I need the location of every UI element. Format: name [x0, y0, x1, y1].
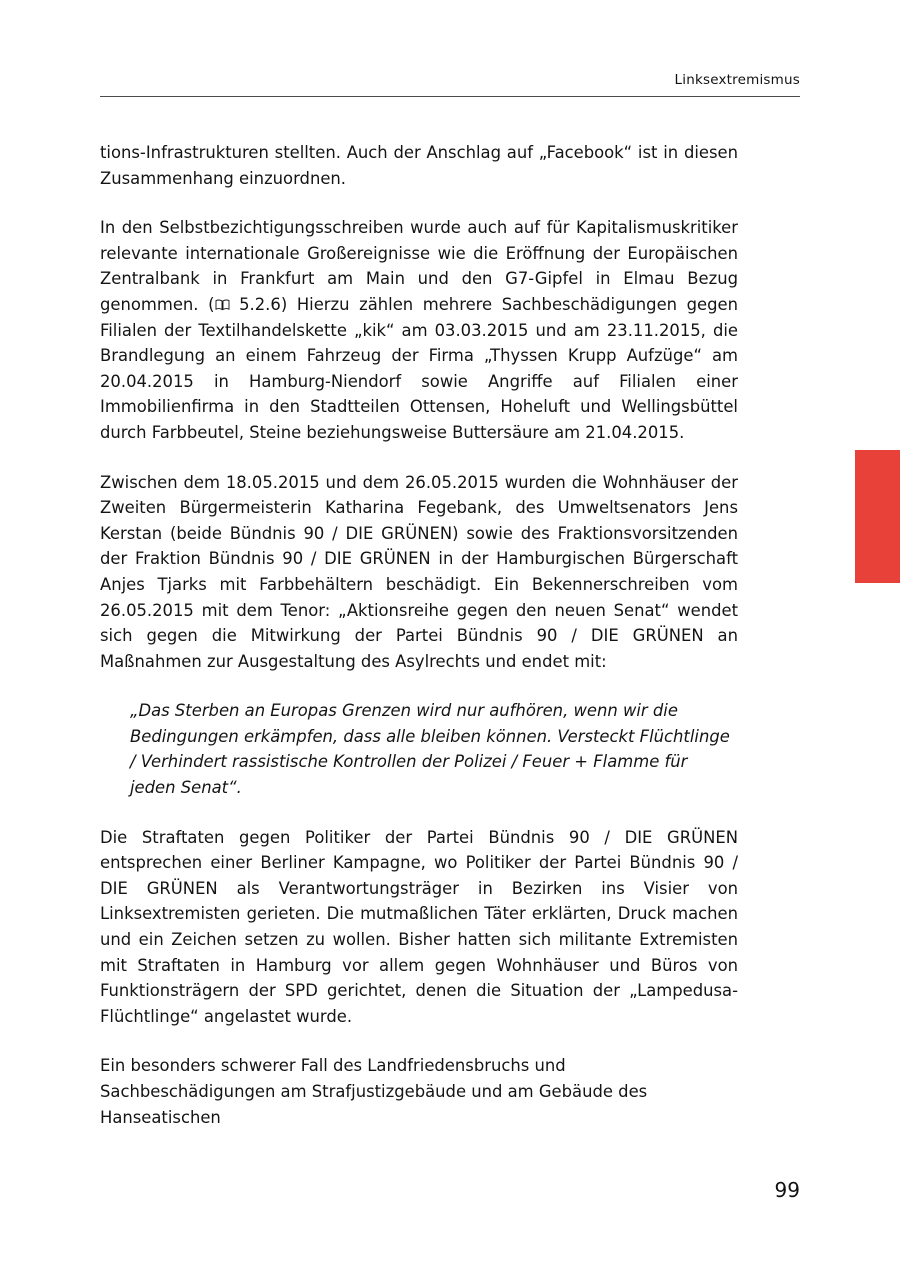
- header-divider: [100, 96, 800, 97]
- running-header: [100, 72, 800, 88]
- page-content: [100, 140, 738, 1130]
- paragraph-2-text-after-reference: Hierzu zählen mehrere Sachbeschädigungen gegen Filialen der Textilhandelskette „kik“ am 03.03.2015 und am 23.11.2015, die Brandlegung an einem Fahrzeug der Firma „Thyssen Krupp Aufzüge“ am 20.04.2015 in Hamburg-Niendorf sowie Angriffe auf Filialen einer Immobilienfirma in den Stadtteilen Ottensen, Hoheluft und Wellingsbüttel durch Farbbeutel, Steine beziehungsweise Buttersäure am 21.04.2015.: [100, 294, 739, 442]
- paragraph-1: tions-Infrastrukturen stellten. Auch der Anschlag auf „Facebook“ ist in diesen Zusammenhang einzuordnen.: [100, 143, 738, 188]
- paragraph-4: Die Straftaten gegen Politiker der Partei Bündnis 90 / DIE GRÜNEN entsprechen einer Berliner Kampagne, wo Politiker der Partei Bündnis 90 / DIE GRÜNEN als Verantwortungsträger in Bezirken ins Visier von Linksextremisten gerieten. Die mutmaßlichen Täter erklärten, Druck machen und ein Zeichen setzen zu wollen. Bisher hatten sich militante Extremisten mit Straftaten in Hamburg vor allem gegen Wohnhäuser und Büros von Funktionsträgern der SPD gerichtet, denen die Situation der „Lampedusa-Flüchtlinge“ angelastet wurde.: [100, 827, 738, 1026]
- paragraph-5: Ein besonders schwerer Fall des Landfriedensbruchs und Sachbeschädigungen am Strafjustizgebäude und am Gebäude des Hanseatischen: [100, 1056, 648, 1127]
- paragraph-2-reference-number: 5.2.6): [229, 294, 288, 314]
- page-number: 99: [774, 1178, 800, 1202]
- running-header-title: Linksextremismus: [674, 72, 800, 88]
- block-quote: „Das Sterben an Europas Grenzen wird nur aufhören, wenn wir die Bedingungen erkämpfen, dass alle bleiben können. Versteckt Flüchtlinge / Verhindert rassistische Kontrollen der Polizei / Feuer + Flamme für jeden Senat“.: [130, 701, 730, 798]
- paragraph-3: Zwischen dem 18.05.2015 und dem 26.05.2015 wurden die Wohnhäuser der Zweiten Bürgermeisterin Katharina Fegebank, des Umweltsenators Jens Kerstan (beide Bündnis 90 / DIE GRÜNEN) sowie des Fraktionsvorsitzenden der Fraktion Bündnis 90 / DIE GRÜNEN in der Hamburgischen Bürgerschaft Anjes Tjarks mit Farbbehältern beschädigt. Ein Bekennerschreiben vom 26.05.2015 mit dem Tenor: „Aktionsreihe gegen den neuen Senat“ wendet sich gegen die Mitwirkung der Partei Bündnis 90 / DIE GRÜNEN an Maßnahmen zur Ausgestaltung des Asylrechts und endet mit:: [100, 472, 738, 671]
- paragraph-2: [100, 215, 738, 445]
- section-marker-tab: [855, 450, 900, 583]
- book-icon: [215, 299, 230, 311]
- paragraph-2-text-before-reference: In den Selbstbezichtigungsschreiben wurde auch auf für Kapitalismuskritiker relevante internationale Großereignisse wie die Eröffnung der Europäischen Zentralbank in Frankfurt am Main und den G7-Gipfel in Elmau Bezug genommen. (: [100, 218, 738, 314]
